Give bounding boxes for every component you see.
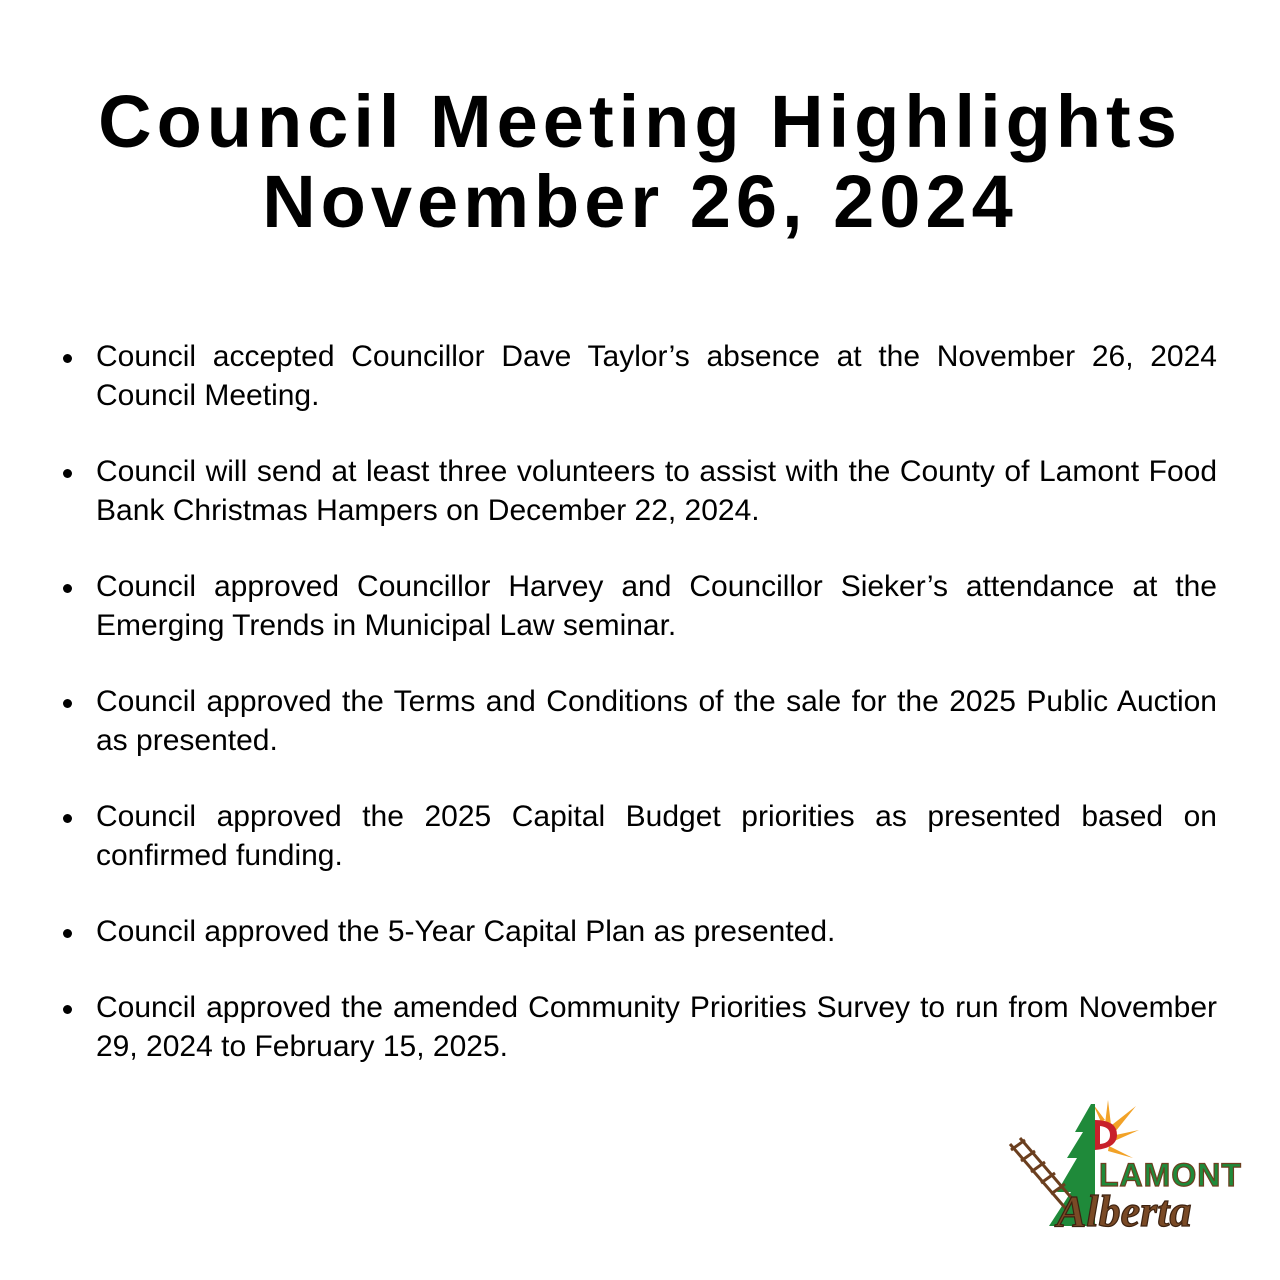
logo-text-alberta: Alberta: [1057, 1187, 1192, 1236]
title-line-1: Council Meeting Highlights: [98, 80, 1182, 163]
highlights-list: [60, 337, 1217, 1103]
list-item: Council approved the amended Community Priorities Survey to run from November 29, 2024 to February 15, 2025.: [60, 988, 1217, 1066]
list-item: Council approved the 2025 Capital Budget priorities as presented based on confirmed funding.: [60, 797, 1217, 875]
list-item: Council will send at least three volunteers to assist with the County of Lamont Food Bank Christmas Hampers on December 22, 2024.: [60, 452, 1217, 530]
lamont-alberta-logo-icon: [1005, 1098, 1255, 1238]
list-item: Council accepted Councillor Dave Taylor’s absence at the November 26, 2024 Council Meeting.: [60, 337, 1217, 415]
title-line-2: November 26, 2024: [262, 160, 1018, 243]
logo-text-lamont: LAMONT: [1099, 1157, 1242, 1193]
list-item: Council approved the 5-Year Capital Plan as presented.: [60, 912, 1217, 951]
page-title: [0, 82, 1280, 242]
list-item: Council approved Councillor Harvey and Councillor Sieker’s attendance at the Emerging Trends in Municipal Law seminar.: [60, 567, 1217, 645]
list-item: Council approved the Terms and Conditions of the sale for the 2025 Public Auction as presented.: [60, 682, 1217, 760]
